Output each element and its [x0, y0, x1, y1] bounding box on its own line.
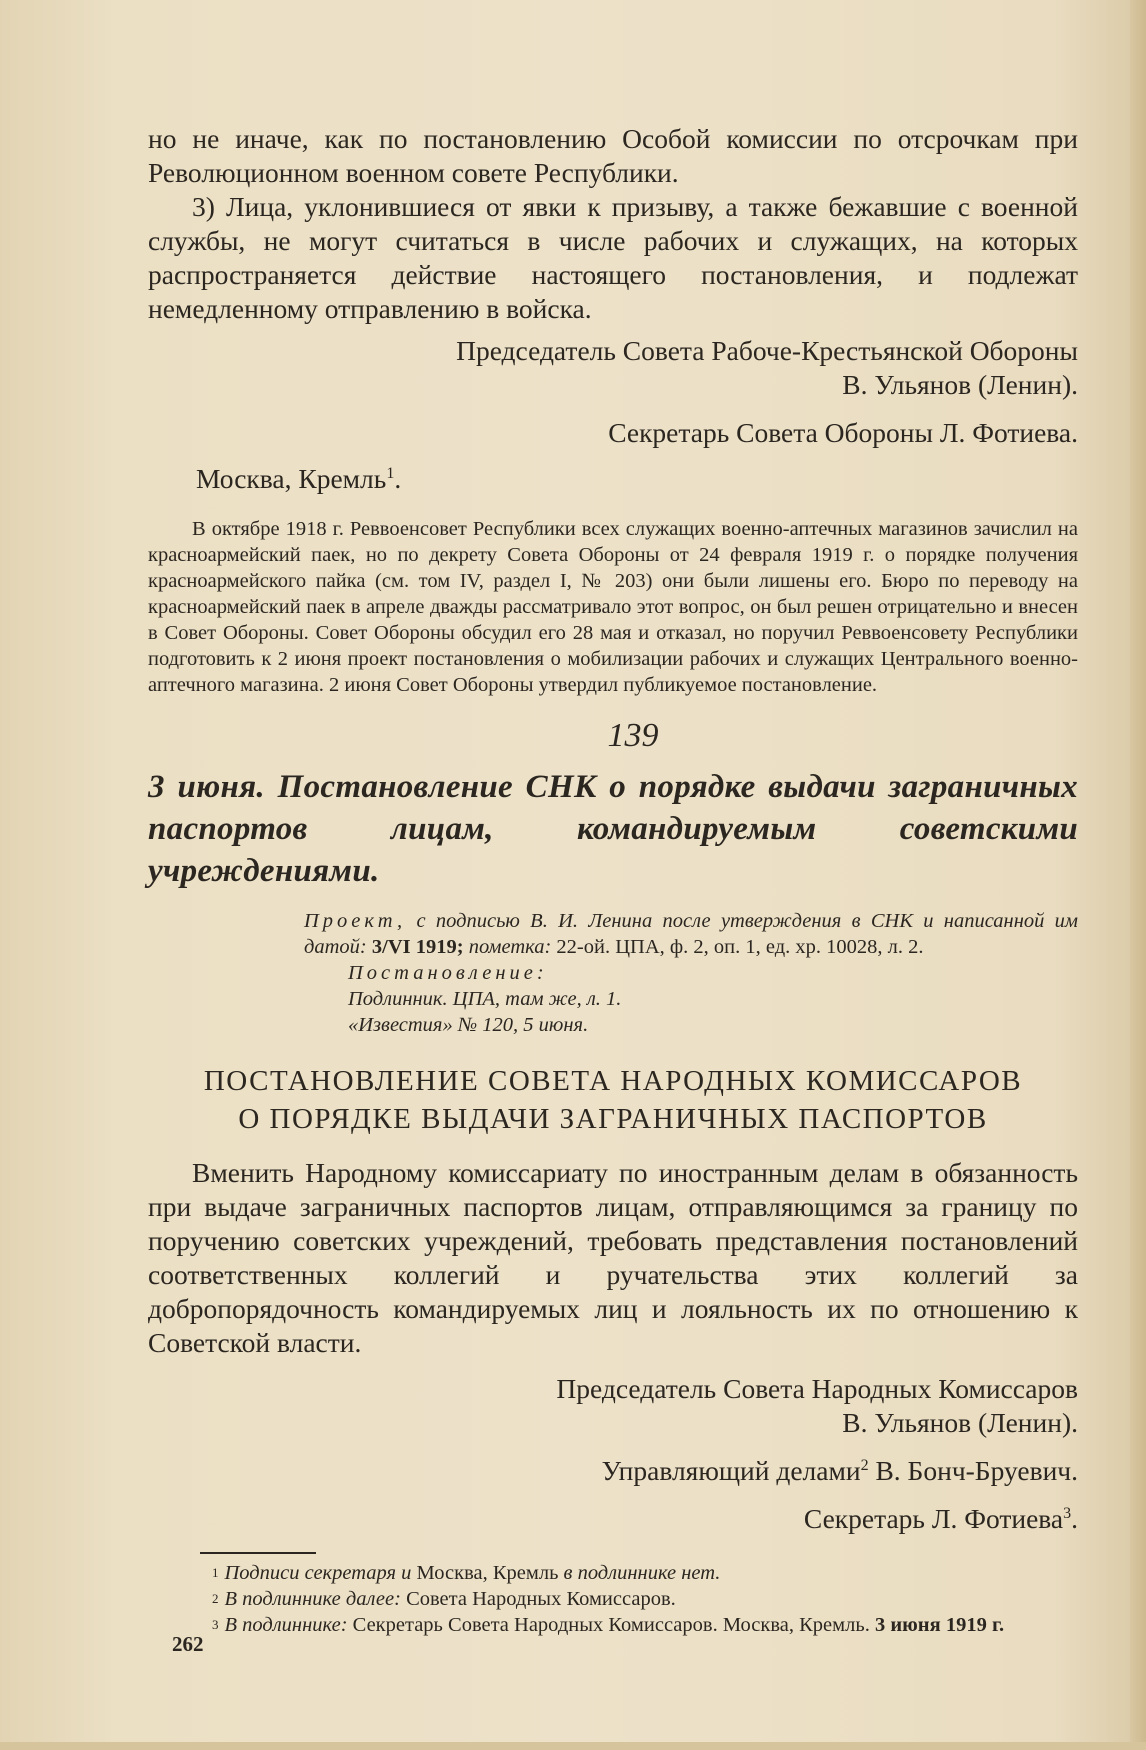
footnote-ref-2: 2 [860, 1456, 869, 1474]
footnote-2-mark: 2 [212, 1591, 219, 1606]
footnote-2 [148, 1586, 1078, 1612]
secretary-signature: Секретарь Совета Обороны Л. Фотиева. [608, 417, 1078, 448]
source-3: Подлинник. ЦПА, там же, л. 1. [348, 988, 622, 1010]
footnote-3-mark: 3 [212, 1617, 219, 1632]
historical-note: В октябре 1918 г. Реввоенсовет Республики всех служащих военно-аптечных магазинов зачислил на красноармейский паек, но по декрету Совета Обороны от 24 февраля 1919 г. о порядке получения красноармейского пайка (см. том IV, раздел I, № 203) они были лишены его. Бюро по переводу на красноармейский паек в апреле дважды рассматривало этот вопрос, он был решен отрицательно и внесен в Совет Обороны. Совет Обороны обсудил его 28 мая и отказал, но поручил Реввоенсовету Республики подготовить к 2 июня проект постановления о мобилизации рабочих и служащих Центрального военно-аптечного магазина. 2 июня Совет Обороны утвердил публикуемое постановление. [148, 518, 1078, 696]
source-label-draft: Проект, [304, 910, 407, 932]
signature-block-1 [148, 334, 1078, 450]
footnote-rule [200, 1552, 316, 1554]
footnote-1-italic-a: Подписи секретаря и [224, 1562, 412, 1584]
footnote-3-date: 3 июня 1919 г. [874, 1614, 1005, 1636]
place-line [196, 462, 1078, 496]
heading-line-2: О ПОРЯДКЕ ВЫДАЧИ ЗАГРАНИЧНЫХ ПАСПОРТОВ [238, 1103, 988, 1135]
footnote-1-mark: 1 [212, 1565, 219, 1580]
footnote-1-italic-b: в подлиннике нет. [563, 1562, 721, 1584]
decree-heading [148, 1062, 1078, 1138]
manager-label: Управляющий делами [601, 1455, 861, 1486]
source-4: «Известия» № 120, 5 июня. [348, 1014, 589, 1036]
decree-body: Вменить Народному комиссариату по иностранным делам в обязанность при выдаче заграничных паспортов лицам, отправляющимся за границу по поручению советских учреждений, требовать представления постановлений соответственных коллегий и ручательства этих коллегий за добропорядочность командируемых лиц и лояльность их по отношению к Советской власти. [148, 1157, 1078, 1358]
footnote-2-italic-a: В подлиннике далее: [224, 1588, 401, 1610]
text-column [148, 122, 1078, 1638]
footnote-ref-3: 3 [1063, 1504, 1072, 1522]
source-label-decree: Постановление: [348, 962, 548, 984]
secretary-signature-2 [148, 1502, 1078, 1536]
document-number: 139 [607, 717, 659, 754]
document-title: 3 июня. Постановление СНК о порядке выдачи заграничных паспортов лицам, командируемым советскими учреждениями. [148, 769, 1078, 889]
footnote-1 [148, 1560, 1078, 1586]
footnote-3-italic-a: В подлиннике: [224, 1614, 348, 1636]
manager-signature [148, 1454, 1078, 1488]
source-1-text-a: с подписью В. И. Ленина после утверждения в СНК и написанной им датой: [304, 910, 1079, 958]
continued-paragraph: но не иначе, как по постановлению Особой комиссии по отсрочкам при Революционном военном совете Республики. [148, 123, 1078, 188]
paragraph-3: 3) Лица, уклонившиеся от явки к призыву, а также бежавшие с военной службы, не могут считаться в числе рабочих и служащих, на которых распространяется действие настоящего постановления, и подлежат немедленному отправлению в войска. [148, 191, 1078, 324]
source-date: 3/VI 1919; [371, 936, 464, 958]
chair-name: В. Ульянов (Ленин). [842, 369, 1078, 400]
footnote-1-plain: Москва, Кремль [416, 1562, 559, 1584]
source-1-text-b: пометка: [468, 936, 552, 958]
footnote-ref-1: 1 [386, 464, 395, 482]
page-number: 262 [172, 1632, 204, 1656]
footnote-2-plain: Совета Народных Комиссаров. [406, 1588, 676, 1610]
chair-title: Председатель Совета Рабоче-Крестьянской Обороны [456, 335, 1078, 366]
page-edge-bottom [0, 1742, 1146, 1750]
snk-chair-title: Председатель Совета Народных Комиссаров [556, 1373, 1078, 1404]
signature-block-2 [148, 1372, 1078, 1536]
manager-name: В. Бонч-Бруевич. [875, 1455, 1078, 1486]
source-references [304, 908, 1078, 1038]
footnote-3 [148, 1612, 1078, 1638]
secretary-end: . [1071, 1503, 1078, 1534]
place-text: Москва, Кремль [196, 463, 387, 494]
page-edge [1130, 0, 1146, 1750]
place-end: . [394, 463, 402, 494]
heading-line-1: ПОСТАНОВЛЕНИЕ СОВЕТА НАРОДНЫХ КОМИССАРОВ [203, 1065, 1023, 1097]
secretary-label: Секретарь Л. Фотиева [803, 1503, 1064, 1534]
footnote-3-plain: Секретарь Совета Народных Комиссаров. Москва, Кремль. [352, 1614, 870, 1636]
source-1-text-c: 22-ой. ЦПА, ф. 2, оп. 1, ед. хр. 10028, л. 2. [556, 936, 924, 958]
source-1 [304, 908, 1078, 960]
snk-chair-name: В. Ульянов (Ленин). [842, 1407, 1078, 1438]
